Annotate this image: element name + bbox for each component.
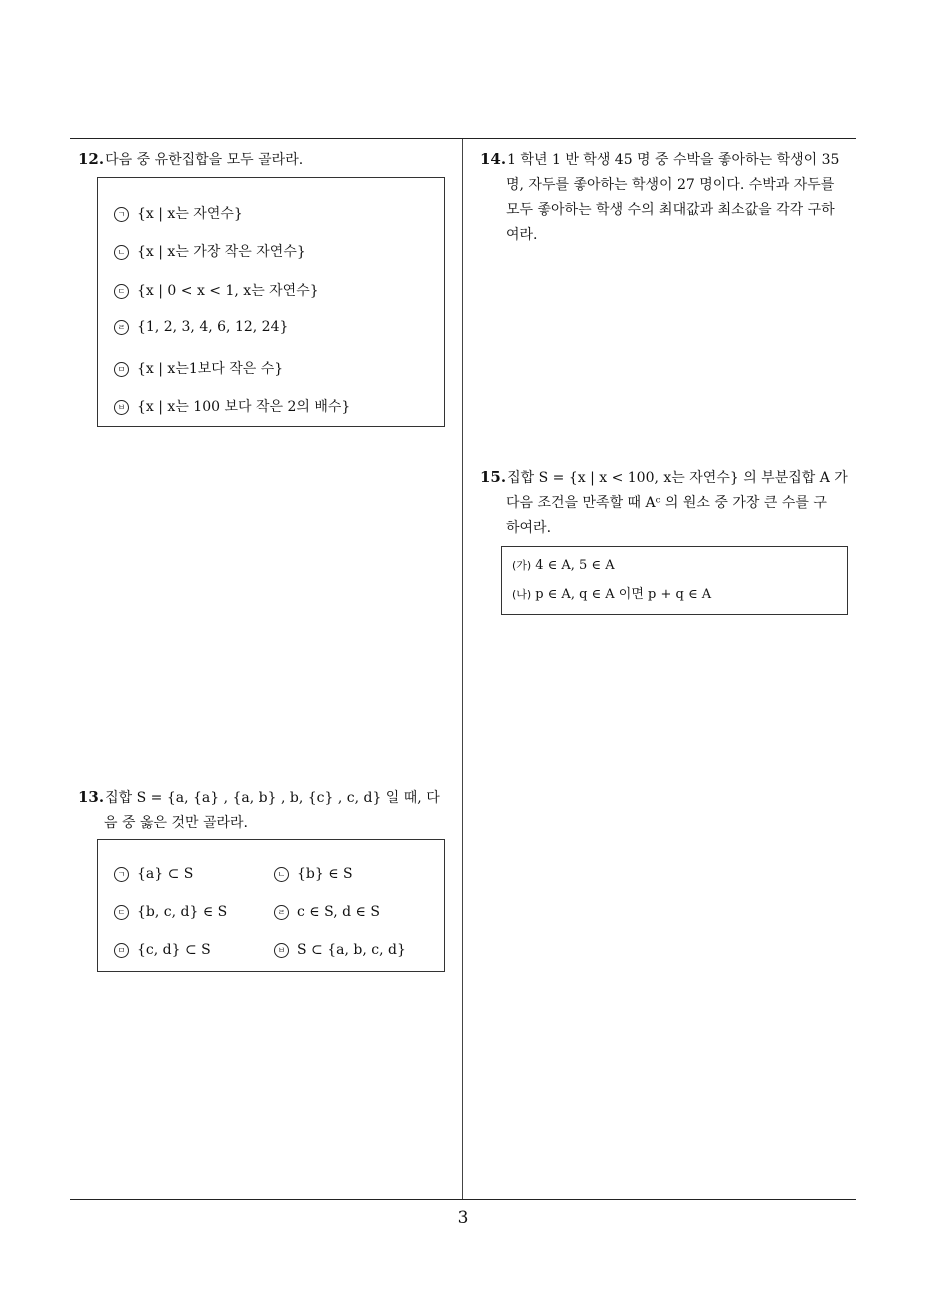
problem-text-line-4: 여라. — [506, 227, 538, 243]
choice-mark: ㄷ — [114, 284, 129, 299]
choice-text: {x | x는 100 보다 작은 2의 배수} — [137, 399, 351, 415]
choice-item — [114, 203, 243, 223]
problem-15 — [480, 465, 858, 541]
problem-13 — [78, 785, 458, 836]
choice-text: {b, c, d} ∈ S — [137, 904, 228, 920]
choice-mark: ㄱ — [114, 207, 129, 222]
choice-mark: ㅁ — [114, 362, 129, 377]
choice-item — [114, 319, 288, 335]
choice-mark: ㄴ — [114, 245, 129, 260]
choice-item — [274, 904, 380, 920]
bottom-rule — [70, 1199, 856, 1200]
page-number: 3 — [457, 1208, 469, 1228]
condition-mark: (가) — [512, 559, 532, 572]
problem-text-line-2: 다음 조건을 만족할 때 Aᶜ 의 원소 중 가장 큰 수를 구 — [506, 495, 827, 511]
condition-item — [512, 557, 615, 573]
problem-text-line-1: 집합 S = {x | x < 100, x는 자연수} 의 부분집합 A 가 — [507, 470, 848, 486]
problem-text-line-3: 하여라. — [506, 520, 552, 536]
choice-item — [274, 942, 406, 958]
choice-text: {c, d} ⊂ S — [137, 942, 211, 958]
choice-item — [114, 904, 227, 920]
choice-mark: ㄷ — [114, 905, 129, 920]
condition-text: 4 ∈ A, 5 ∈ A — [535, 558, 615, 573]
choice-item — [114, 942, 211, 958]
choice-text: {b} ∈ S — [297, 866, 353, 882]
choice-mark: ㅂ — [114, 400, 129, 415]
problem-number: 12. — [78, 150, 105, 168]
choice-text: {x | 0 < x < 1, x는 자연수} — [137, 283, 319, 299]
choice-text: {x | x는 가장 작은 자연수} — [137, 244, 306, 260]
choice-text: S ⊂ {a, b, c, d} — [297, 942, 406, 958]
problem-text-line-1: 1 학년 1 반 학생 45 명 중 수박을 좋아하는 학생이 35 — [507, 152, 840, 168]
choice-text: {x | x는1보다 작은 수} — [137, 361, 284, 377]
problem-text-line-2: 음 중 옳은 것만 골라라. — [104, 815, 248, 831]
problem-text-line-1: 집합 S = {a, {a} , {a, b} , b, {c} , c, d} 일 때, 다 — [105, 790, 440, 806]
problem-14 — [480, 147, 858, 248]
problem-number: 13. — [78, 788, 105, 806]
condition-text: p ∈ A, q ∈ A 이면 p + q ∈ A — [535, 587, 712, 602]
problem-number: 14. — [480, 150, 507, 168]
column-divider — [462, 139, 463, 1199]
choice-text: c ∈ S, d ∈ S — [297, 904, 380, 920]
problem-text-line-3: 모두 좋아하는 학생 수의 최대값과 최소값을 각각 구하 — [506, 202, 835, 218]
problem-number: 15. — [480, 468, 507, 486]
choices-box-13 — [97, 839, 445, 972]
choice-mark: ㄹ — [114, 320, 129, 335]
choice-mark: ㄴ — [274, 867, 289, 882]
problem-12 — [78, 147, 458, 173]
choices-box-12 — [97, 177, 445, 427]
condition-item — [512, 583, 711, 602]
choice-item — [114, 358, 283, 378]
choice-mark: ㅁ — [114, 943, 129, 958]
problem-text: 다음 중 유한집합을 모두 골라라. — [105, 152, 304, 168]
choice-text: {x | x는 자연수} — [137, 206, 243, 222]
choice-item — [274, 866, 353, 882]
choice-mark: ㄱ — [114, 867, 129, 882]
choice-text: {a} ⊂ S — [137, 866, 194, 882]
condition-mark: (나) — [512, 588, 532, 601]
choice-item — [114, 396, 350, 416]
choice-mark: ㅂ — [274, 943, 289, 958]
problem-text-line-2: 명, 자두를 좋아하는 학생이 27 명이다. 수박과 자두를 — [506, 177, 835, 193]
top-rule — [70, 138, 856, 139]
choice-mark: ㄹ — [274, 905, 289, 920]
choice-item — [114, 866, 193, 882]
conditions-box-15 — [501, 546, 848, 615]
choice-item — [114, 280, 319, 300]
choice-item — [114, 241, 306, 261]
choice-text: {1, 2, 3, 4, 6, 12, 24} — [137, 319, 289, 335]
